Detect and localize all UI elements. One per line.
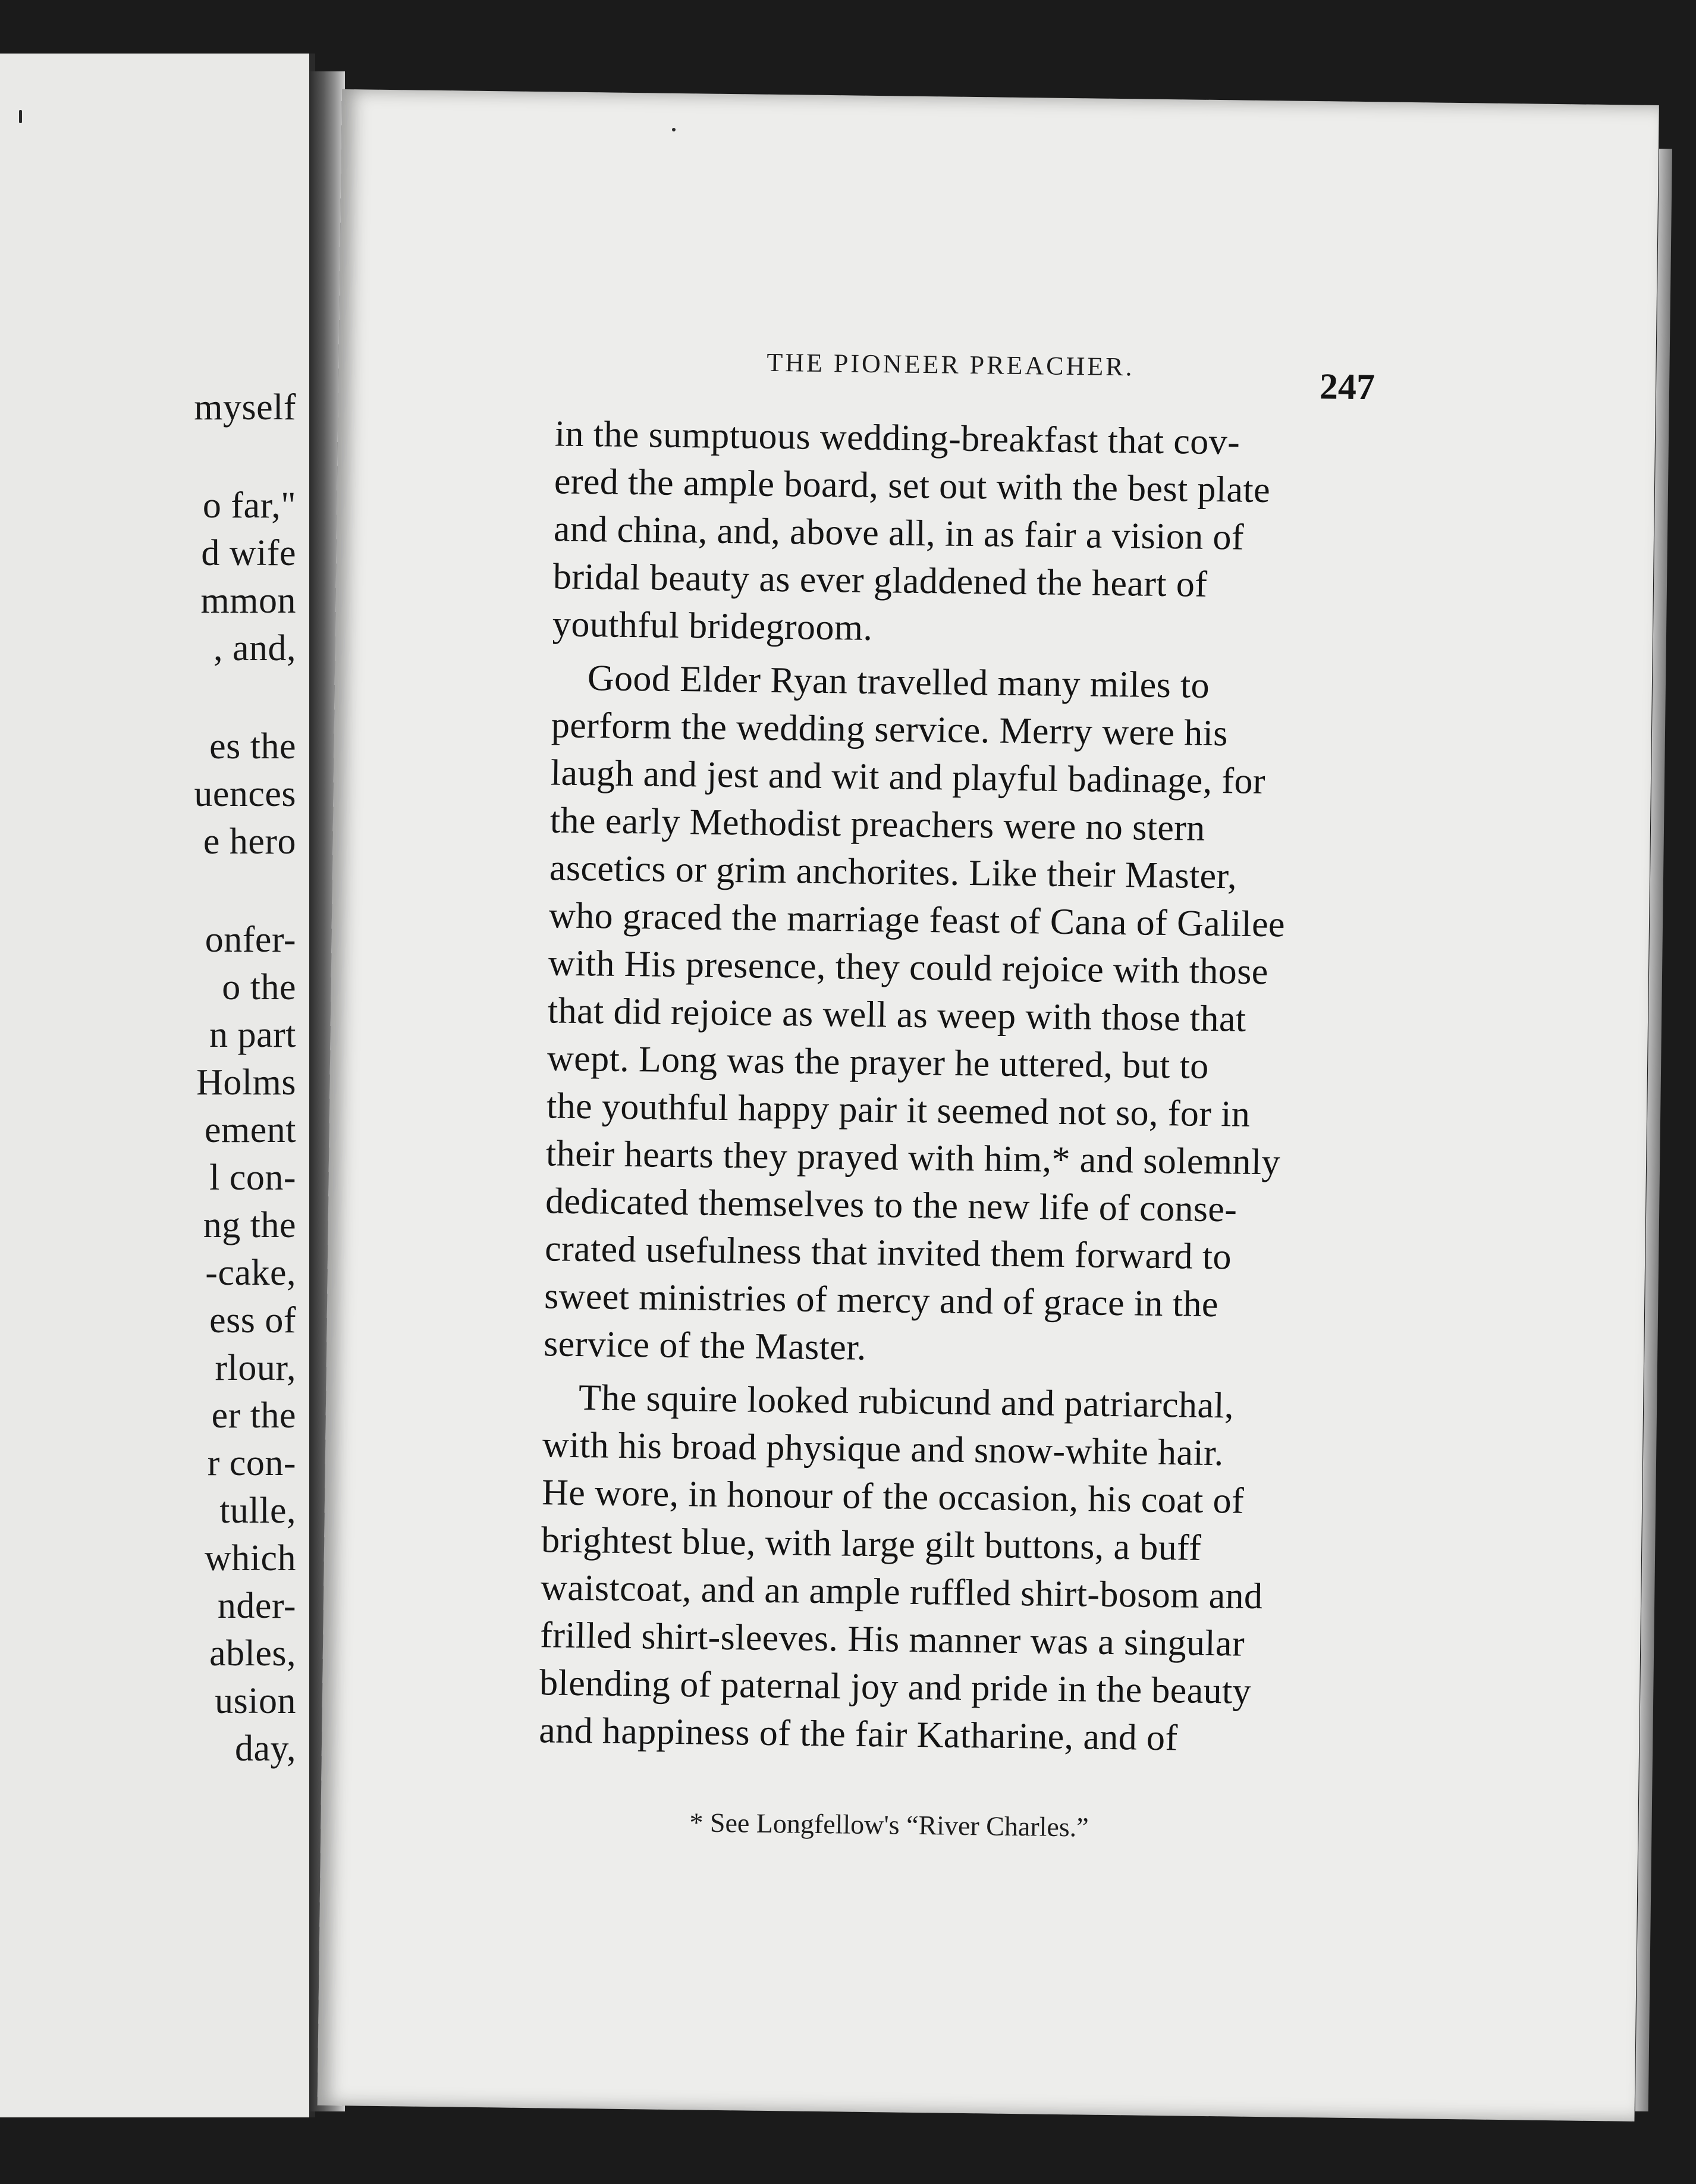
scan-speck: [672, 128, 676, 131]
left-page-line: er the: [211, 1395, 296, 1436]
running-head: THE PIONEER PREACHER.: [767, 347, 1135, 382]
footnote: * See Longfellow's “River Charles.”: [689, 1807, 1089, 1843]
left-page-line: , and,: [213, 628, 296, 669]
body-line: dedicated themselves to the new life of conse-: [545, 1181, 1238, 1230]
left-page-line: uences: [194, 774, 296, 814]
body-line: that did rejoice as well as weep with those that: [547, 990, 1246, 1040]
body-line: The squire looked rubicund and patriarchal,: [578, 1377, 1235, 1426]
left-page-line: ess of: [209, 1300, 296, 1341]
left-page-line: -cake,: [205, 1253, 296, 1293]
left-page-line: day,: [235, 1728, 296, 1769]
body-line: waistcoat, and an ample ruffled shirt-bosom and: [540, 1567, 1263, 1617]
body-line: blending of paternal joy and pride in the beauty: [539, 1662, 1252, 1712]
left-page-line: r con-: [207, 1443, 296, 1483]
body-line: ascetics or grim anchorites. Like their Master,: [549, 848, 1238, 897]
left-page-line: o the: [222, 967, 296, 1008]
body-line: laugh and jest and wit and playful badinage, for: [550, 752, 1266, 802]
left-page-line: mmon: [200, 580, 296, 621]
body-line: and china, and, above all, in as fair a vision of: [553, 509, 1245, 558]
body-line: who graced the marriage feast of Cana of Galilee: [548, 895, 1286, 945]
left-page-line: ng the: [203, 1205, 296, 1245]
body-line: and happiness of the fair Katharine, and of: [538, 1710, 1178, 1759]
body-line: in the sumptuous wedding-breakfast that cov-: [554, 413, 1240, 463]
left-page-line: tulle,: [219, 1490, 296, 1531]
body-line: the early Methodist preachers were no stern: [549, 800, 1206, 849]
left-page-line: myself: [194, 387, 296, 428]
body-line: brightest blue, with large gilt buttons, a buff: [541, 1520, 1202, 1568]
body-line: frilled shirt-sleeves. His manner was a singular: [539, 1615, 1245, 1664]
body-line: He wore, in honour of the occasion, his coat of: [541, 1472, 1245, 1521]
body-line: Good Elder Ryan travelled many miles to: [587, 658, 1210, 706]
left-page-line: Holms: [196, 1062, 296, 1103]
left-page-line: ement: [205, 1110, 296, 1150]
body-line: crated usefulness that invited them forward to: [544, 1228, 1232, 1278]
body-line: with his broad physique and snow-white hair.: [542, 1424, 1224, 1474]
body-line: sweet ministries of mercy and of grace in the: [544, 1276, 1219, 1325]
left-page-line: rlour,: [215, 1348, 296, 1388]
left-page-line: o far,": [202, 485, 296, 526]
body-line: ered the ample board, set out with the best plate: [554, 461, 1271, 511]
body-line: bridal beauty as ever gladdened the heart of: [552, 556, 1208, 605]
left-page-line: which: [204, 1538, 296, 1579]
left-page-line: usion: [215, 1681, 296, 1721]
left-page-line: es the: [209, 726, 296, 767]
left-page-line: ables,: [209, 1633, 296, 1674]
page-number: 247: [1319, 366, 1375, 408]
right-page: [318, 89, 1659, 2122]
body-line: wept. Long was the prayer he uttered, but to: [547, 1038, 1210, 1087]
body-line: perform the wedding service. Merry were his: [551, 705, 1229, 754]
body-line: with His presence, they could rejoice with those: [548, 943, 1269, 993]
left-page-line: nder-: [217, 1586, 296, 1626]
left-page-line: d wife: [201, 533, 296, 573]
left-page-line: onfer-: [205, 920, 296, 960]
body-line: youthful bridegroom.: [552, 604, 873, 648]
left-page-line: e hero: [203, 821, 296, 862]
left-page-line: n part: [209, 1015, 296, 1055]
left-page-line: l con-: [209, 1157, 296, 1198]
body-line: the youthful happy pair it seemed not so, for in: [546, 1085, 1251, 1135]
left-page: [0, 54, 315, 2117]
body-line: service of the Master.: [543, 1323, 867, 1368]
scan-speck: [19, 110, 22, 123]
body-line: their hearts they prayed with him,* and solemnly: [545, 1133, 1281, 1183]
